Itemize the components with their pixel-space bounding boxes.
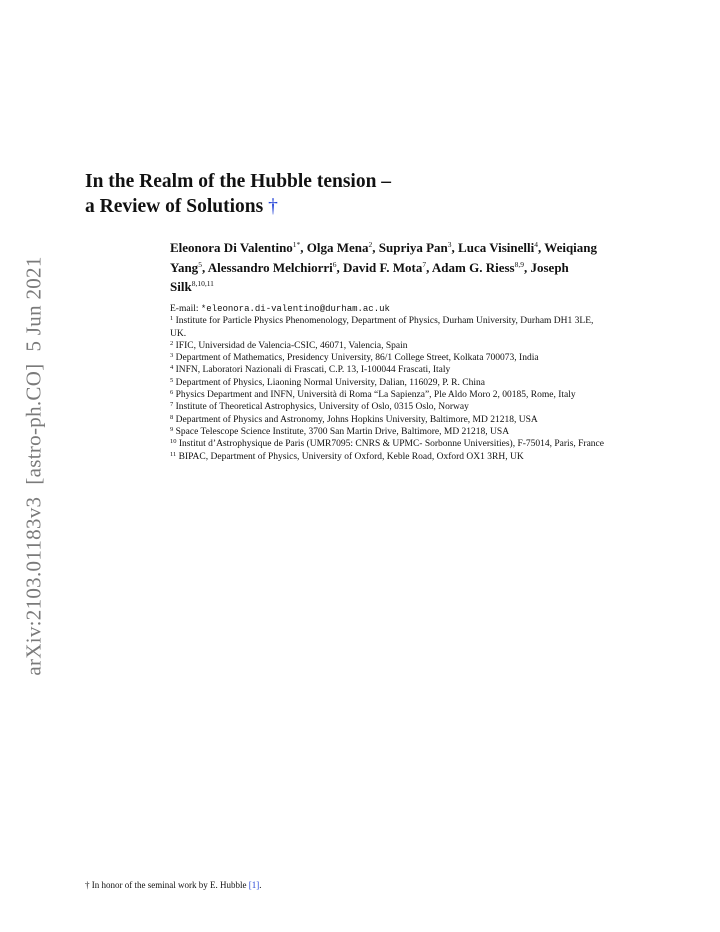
affiliation-number: 5	[170, 376, 174, 384]
affiliation-text: Department of Physics and Astronomy, Johns Hopkins University, Baltimore, MD 21218, USA	[175, 414, 538, 425]
email-label: E-mail:	[170, 304, 201, 314]
footnote	[85, 880, 261, 890]
email-address[interactable]: eleonora.di-valentino@durham.ac.uk	[206, 304, 390, 314]
author-separator: ,	[336, 259, 344, 275]
affiliation-number: 11	[170, 450, 177, 458]
affiliation-text: BIPAC, Department of Physics, University of Oxford, Keble Road, Oxford OX1 3RH, UK	[178, 451, 524, 462]
arxiv-id: arXiv:2103.01183v3	[21, 496, 46, 676]
affiliation-number: 2	[170, 339, 174, 347]
author-name: Adam G. Riess	[431, 259, 515, 275]
email-marker: *	[200, 304, 207, 314]
author-affil-marker: 2	[368, 240, 373, 249]
affiliation-item	[170, 438, 610, 450]
affiliation-number: 10	[170, 438, 177, 446]
author-list	[170, 238, 615, 297]
affiliation-item	[170, 414, 610, 426]
affiliation-item	[170, 315, 610, 340]
author-separator: ,	[300, 240, 307, 255]
affiliation-item	[170, 364, 610, 376]
affiliation-item	[170, 451, 610, 463]
author-affil-marker: 5	[198, 259, 202, 269]
author-separator: ,	[451, 240, 459, 255]
affiliation-text: Institute of Theoretical Astrophysics, University of Oslo, 0315 Oslo, Norway	[175, 402, 469, 413]
author	[432, 260, 531, 275]
affiliation-item	[170, 426, 610, 438]
author-name: Olga Mena	[306, 240, 369, 255]
affiliation-list	[170, 315, 610, 463]
author-affil-marker: 7	[422, 259, 427, 269]
author	[379, 240, 458, 255]
affiliation-text: Institute for Particle Physics Phenomenology, Department of Physics, Durham University, Durham DH1 3LE, UK.	[170, 316, 594, 339]
affiliation-item	[170, 377, 610, 389]
author-name: Joseph Silk	[170, 259, 569, 294]
author-name: Supriya Pan	[378, 240, 448, 255]
affiliation-text: Department of Mathematics, Presidency University, 86/1 College Street, Kolkata 700073, India	[175, 353, 539, 364]
affiliation-number: 8	[170, 413, 174, 421]
author-separator: ,	[426, 259, 432, 275]
affiliation-number: 6	[170, 389, 174, 397]
title-line-1: In the Realm of the Hubble tension –	[85, 171, 392, 192]
affiliation-text: Physics Department and INFN, Università di Roma “La Sapienza”, Ple Aldo Moro 2, 00185, Rome, Italy	[175, 390, 576, 401]
affiliation-item	[170, 401, 610, 413]
affiliations	[170, 303, 610, 463]
affiliation-number: 7	[170, 401, 174, 409]
affiliation-item	[170, 340, 610, 352]
affiliation-item	[170, 352, 610, 364]
paper-title	[85, 169, 391, 219]
footnote-text: In honor of the seminal work by E. Hubble	[91, 880, 249, 890]
author-affil-marker: 8,9	[514, 259, 524, 269]
author-affil-marker: 6	[332, 259, 337, 269]
author-separator: ,	[538, 240, 545, 255]
author-affil-marker: 8,10,11	[191, 279, 214, 288]
affiliation-number: 1	[170, 315, 174, 323]
affiliation-number: 3	[170, 352, 174, 360]
affiliation-text: Space Telescope Science Institute, 3700 San Martin Drive, Baltimore, MD 21218, USA	[175, 426, 510, 437]
author	[307, 240, 379, 255]
title-line-2	[85, 194, 391, 219]
author-separator: ,	[372, 240, 379, 255]
affiliation-number: 4	[170, 364, 174, 372]
arxiv-category: [astro-ph.CO]	[21, 363, 46, 485]
title-dagger-link[interactable]: †	[268, 196, 278, 217]
author-name: Alessandro Melchiorri	[207, 259, 333, 275]
author	[343, 260, 432, 275]
affiliation-text: IFIC, Universidad de Valencia-CSIC, 46071, Valencia, Spain	[175, 340, 408, 351]
affiliation-text: Department of Physics, Liaoning Normal University, Dalian, 116029, P. R. China	[175, 377, 485, 388]
affiliation-number: 9	[170, 425, 174, 433]
author	[208, 260, 343, 275]
arxiv-date: 5 Jun 2021	[21, 256, 46, 352]
author	[458, 240, 544, 255]
author-separator: ,	[201, 259, 208, 275]
email-line	[170, 303, 610, 315]
author-affil-marker: 4	[534, 240, 539, 249]
author-name: Weiqiang Yang	[170, 240, 598, 275]
author-name: Luca Visinelli	[458, 240, 535, 255]
affiliation-item	[170, 389, 610, 401]
author-name: Eleonora Di Valentino	[170, 240, 293, 255]
footnote-marker: †	[85, 880, 90, 890]
author-separator: ,	[524, 259, 531, 275]
title-line-2-text: a Review of Solutions	[85, 196, 264, 217]
author	[170, 240, 307, 255]
arxiv-stamp	[22, 244, 47, 675]
footnote-end: .	[259, 880, 262, 890]
author-name: David F. Mota	[343, 259, 423, 275]
author-affil-marker: 1*	[292, 240, 301, 249]
affiliation-text: INFN, Laboratori Nazionali di Frascati, C.P. 13, I-100044 Frascati, Italy	[175, 365, 451, 376]
affiliation-text: Institut d’Astrophysique de Paris (UMR7095: CNRS & UPMC- Sorbonne Universities), F-75014, Paris, France	[178, 439, 604, 450]
footnote-ref-link[interactable]: [1]	[248, 880, 260, 890]
author-affil-marker: 3	[447, 240, 452, 249]
